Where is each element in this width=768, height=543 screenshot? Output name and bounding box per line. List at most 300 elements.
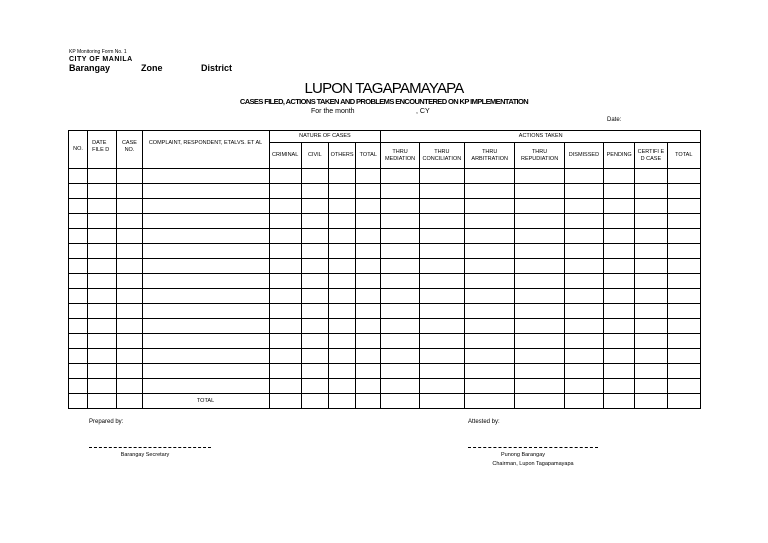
table-cell[interactable]: [142, 364, 269, 379]
table-cell[interactable]: [356, 229, 381, 244]
table-cell[interactable]: [328, 289, 355, 304]
table-cell[interactable]: [269, 169, 301, 184]
table-cell[interactable]: [328, 214, 355, 229]
header-no: NO.: [69, 131, 88, 169]
table-cell[interactable]: [465, 379, 515, 394]
table-cell[interactable]: [69, 214, 88, 229]
table-cell[interactable]: [142, 169, 269, 184]
table-cell[interactable]: [117, 304, 142, 319]
table-row: [69, 214, 701, 229]
prepared-by-label: Prepared by:: [89, 419, 124, 425]
table-cell[interactable]: [69, 259, 88, 274]
table-cell[interactable]: [419, 199, 464, 214]
table-cell[interactable]: [356, 259, 381, 274]
table-cell[interactable]: [419, 214, 464, 229]
table-cell[interactable]: [667, 289, 700, 304]
table-cell[interactable]: [667, 274, 700, 289]
table-cell[interactable]: [465, 274, 515, 289]
table-cell[interactable]: [381, 379, 419, 394]
table-cell[interactable]: [88, 364, 117, 379]
header-nature-of-cases: NATURE OF CASES: [269, 131, 381, 143]
table-cell[interactable]: [69, 244, 88, 259]
table-cell[interactable]: [88, 394, 117, 409]
table-row: [69, 334, 701, 349]
table-cell[interactable]: [328, 349, 355, 364]
table-cell[interactable]: [328, 184, 355, 199]
table-cell[interactable]: [564, 289, 603, 304]
table-cell[interactable]: [142, 349, 269, 364]
table-cell[interactable]: [465, 349, 515, 364]
table-cell[interactable]: [381, 304, 419, 319]
table-cell[interactable]: [515, 304, 564, 319]
table-row: [69, 244, 701, 259]
table-cell[interactable]: [564, 244, 603, 259]
table-cell[interactable]: [667, 319, 700, 334]
table-cell[interactable]: [117, 289, 142, 304]
table-cell[interactable]: [381, 184, 419, 199]
table-cell[interactable]: [381, 394, 419, 409]
attested-name: Punong Barangay: [500, 452, 546, 458]
table-cell[interactable]: [117, 229, 142, 244]
table-cell[interactable]: [328, 304, 355, 319]
table-cell[interactable]: [564, 184, 603, 199]
table-cell[interactable]: [69, 334, 88, 349]
table-cell[interactable]: [604, 259, 635, 274]
table-cell[interactable]: [515, 394, 564, 409]
table-cell[interactable]: [301, 304, 328, 319]
table-cell[interactable]: [356, 349, 381, 364]
table-cell[interactable]: [564, 229, 603, 244]
table-cell[interactable]: [604, 184, 635, 199]
table-cell[interactable]: [69, 289, 88, 304]
table-cell[interactable]: [356, 364, 381, 379]
table-cell[interactable]: [301, 394, 328, 409]
table-cell[interactable]: [269, 304, 301, 319]
header-criminal: CRIMINAL: [269, 143, 301, 169]
table-cell[interactable]: [142, 319, 269, 334]
table-cell[interactable]: [564, 259, 603, 274]
table-row: [69, 259, 701, 274]
table-cell[interactable]: [356, 274, 381, 289]
table-cell[interactable]: [328, 259, 355, 274]
table-cell[interactable]: [356, 304, 381, 319]
table-cell[interactable]: [69, 319, 88, 334]
table-cell[interactable]: [328, 229, 355, 244]
table-cell[interactable]: [301, 259, 328, 274]
table-row: [69, 229, 701, 244]
table-cell[interactable]: [635, 289, 667, 304]
table-cell[interactable]: [604, 334, 635, 349]
table-cell[interactable]: [88, 334, 117, 349]
table-cell[interactable]: [301, 184, 328, 199]
table-cell[interactable]: [604, 229, 635, 244]
table-cell[interactable]: [301, 229, 328, 244]
table-cell[interactable]: [269, 214, 301, 229]
table-cell[interactable]: [269, 244, 301, 259]
table-cell[interactable]: [142, 274, 269, 289]
table-cell[interactable]: [301, 244, 328, 259]
table-cell[interactable]: [117, 379, 142, 394]
table-cell[interactable]: [117, 364, 142, 379]
table-cell[interactable]: [88, 214, 117, 229]
table-cell[interactable]: [564, 364, 603, 379]
table-cell[interactable]: [142, 379, 269, 394]
table-cell[interactable]: [604, 349, 635, 364]
table-cell[interactable]: [117, 214, 142, 229]
table-cell[interactable]: [419, 259, 464, 274]
table-cell[interactable]: [604, 199, 635, 214]
table-cell[interactable]: [117, 169, 142, 184]
table-cell[interactable]: [117, 334, 142, 349]
city-label: CITY OF MANILA: [69, 56, 133, 63]
table-cell[interactable]: [515, 334, 564, 349]
table-cell[interactable]: [381, 214, 419, 229]
table-cell[interactable]: [356, 379, 381, 394]
table-cell[interactable]: [667, 259, 700, 274]
table-cell[interactable]: [69, 349, 88, 364]
table-cell[interactable]: [381, 259, 419, 274]
table-cell[interactable]: [269, 184, 301, 199]
table-cell[interactable]: [301, 334, 328, 349]
prepared-signature-line: [89, 447, 211, 448]
header-certified-case: CERTIFI E D CASE: [635, 143, 667, 169]
table-body: [69, 169, 701, 409]
table-cell[interactable]: [419, 169, 464, 184]
table-cell[interactable]: [564, 334, 603, 349]
table-cell[interactable]: [142, 244, 269, 259]
table-row: [69, 169, 701, 184]
table-cell[interactable]: [269, 379, 301, 394]
table-cell[interactable]: [269, 394, 301, 409]
table-cell[interactable]: [515, 214, 564, 229]
table-cell[interactable]: [88, 169, 117, 184]
table-cell[interactable]: [515, 364, 564, 379]
table-cell[interactable]: [419, 274, 464, 289]
table-cell[interactable]: [465, 289, 515, 304]
table-cell[interactable]: [515, 169, 564, 184]
table-cell[interactable]: [667, 214, 700, 229]
table-cell[interactable]: [356, 289, 381, 304]
table-cell[interactable]: [69, 229, 88, 244]
table-cell[interactable]: [419, 184, 464, 199]
header-others: OTHERS: [328, 143, 355, 169]
table-cell[interactable]: [328, 334, 355, 349]
table-cell[interactable]: [328, 379, 355, 394]
table-cell[interactable]: [142, 259, 269, 274]
table-cell[interactable]: [604, 214, 635, 229]
table-cell[interactable]: [564, 214, 603, 229]
table-cell[interactable]: [381, 244, 419, 259]
table-cell[interactable]: [88, 199, 117, 214]
table-cell[interactable]: [465, 304, 515, 319]
table-cell[interactable]: [69, 394, 88, 409]
table-cell[interactable]: [356, 184, 381, 199]
table-cell[interactable]: [604, 304, 635, 319]
table-cell[interactable]: [117, 244, 142, 259]
table-cell[interactable]: [564, 319, 603, 334]
table-cell[interactable]: [465, 244, 515, 259]
table-cell[interactable]: [515, 199, 564, 214]
table-cell[interactable]: [117, 184, 142, 199]
table-cell[interactable]: [419, 229, 464, 244]
table-cell[interactable]: [356, 244, 381, 259]
table-cell[interactable]: [381, 169, 419, 184]
table-cell[interactable]: [69, 274, 88, 289]
table-cell[interactable]: [381, 199, 419, 214]
table-cell[interactable]: [381, 229, 419, 244]
table-cell[interactable]: [604, 244, 635, 259]
table-row: [69, 274, 701, 289]
cases-table: [68, 130, 701, 409]
header-complaint: COMPLAINT, RESPONDENT, ETALVS. ET AL: [142, 131, 269, 169]
table-cell[interactable]: [69, 199, 88, 214]
table-cell[interactable]: [515, 184, 564, 199]
table-row: [69, 349, 701, 364]
table-cell[interactable]: [635, 364, 667, 379]
prepared-title: Barangay Secretary: [120, 452, 170, 458]
table-cell[interactable]: [269, 349, 301, 364]
header-case-no: CASE NO.: [117, 131, 142, 169]
header-thru-mediation: THRU MEDIATION: [381, 143, 419, 169]
table-cell[interactable]: [88, 259, 117, 274]
table-cell[interactable]: [356, 394, 381, 409]
table-cell[interactable]: [356, 214, 381, 229]
table-cell[interactable]: [667, 229, 700, 244]
table-cell[interactable]: [381, 364, 419, 379]
table-cell[interactable]: [515, 259, 564, 274]
table-cell[interactable]: [419, 379, 464, 394]
table-cell[interactable]: [465, 184, 515, 199]
table-cell[interactable]: [419, 244, 464, 259]
barangay-label: Barangay: [69, 63, 111, 73]
table-cell[interactable]: [88, 319, 117, 334]
table-cell[interactable]: [117, 319, 142, 334]
table-cell[interactable]: [465, 229, 515, 244]
table-cell[interactable]: [328, 199, 355, 214]
table-cell[interactable]: [564, 274, 603, 289]
table-cell[interactable]: [117, 394, 142, 409]
table-cell[interactable]: [301, 379, 328, 394]
table-cell[interactable]: [88, 229, 117, 244]
table-cell[interactable]: [117, 259, 142, 274]
table-cell[interactable]: [667, 199, 700, 214]
table-cell[interactable]: [301, 199, 328, 214]
table-cell[interactable]: [515, 349, 564, 364]
table-cell[interactable]: [667, 304, 700, 319]
table-cell[interactable]: [88, 379, 117, 394]
table-cell[interactable]: [635, 184, 667, 199]
table-cell[interactable]: [269, 319, 301, 334]
table-cell[interactable]: [419, 349, 464, 364]
district-label: District: [201, 63, 233, 73]
table-cell[interactable]: [635, 169, 667, 184]
table-cell[interactable]: [328, 274, 355, 289]
table-cell[interactable]: [88, 304, 117, 319]
table-cell[interactable]: [269, 364, 301, 379]
table-cell[interactable]: [328, 319, 355, 334]
table-cell[interactable]: [88, 349, 117, 364]
table-cell[interactable]: [667, 394, 700, 409]
table-cell[interactable]: [465, 319, 515, 334]
table-cell[interactable]: [301, 214, 328, 229]
zone-label: Zone: [141, 63, 163, 73]
table-cell[interactable]: [301, 274, 328, 289]
table-cell[interactable]: [604, 274, 635, 289]
header-thru-conciliation: THRU CONCILIATION: [419, 143, 464, 169]
table-cell[interactable]: [301, 169, 328, 184]
table-cell[interactable]: [69, 379, 88, 394]
table-cell[interactable]: [465, 169, 515, 184]
table-cell[interactable]: [465, 214, 515, 229]
table-cell[interactable]: [269, 274, 301, 289]
table-cell[interactable]: [117, 199, 142, 214]
table-cell[interactable]: [301, 319, 328, 334]
table-cell[interactable]: [328, 169, 355, 184]
table-cell[interactable]: [356, 334, 381, 349]
table-cell[interactable]: [381, 349, 419, 364]
table-cell[interactable]: [269, 289, 301, 304]
table-cell[interactable]: [117, 274, 142, 289]
table-cell[interactable]: [604, 169, 635, 184]
header-thru-arbitration: THRU ARBITRATION: [465, 143, 515, 169]
table-cell[interactable]: [667, 379, 700, 394]
table-cell[interactable]: [269, 229, 301, 244]
table-cell[interactable]: [465, 259, 515, 274]
table-cell[interactable]: [515, 319, 564, 334]
table-cell[interactable]: [635, 259, 667, 274]
total-row-label: TOTAL: [142, 394, 269, 409]
table-row: [69, 394, 701, 409]
table-cell[interactable]: [381, 274, 419, 289]
table-cell[interactable]: [142, 199, 269, 214]
table-cell[interactable]: [635, 334, 667, 349]
table-cell[interactable]: [667, 334, 700, 349]
table-cell[interactable]: [564, 304, 603, 319]
table-cell[interactable]: [604, 319, 635, 334]
table-cell[interactable]: [667, 184, 700, 199]
table-cell[interactable]: [635, 319, 667, 334]
table-cell[interactable]: [635, 274, 667, 289]
table-cell[interactable]: [635, 214, 667, 229]
table-cell[interactable]: [635, 229, 667, 244]
table-cell[interactable]: [328, 244, 355, 259]
table-cell[interactable]: [69, 304, 88, 319]
header-thru-repudiation: THRU REPUDIATION: [515, 143, 564, 169]
table-cell[interactable]: [419, 334, 464, 349]
table-cell[interactable]: [301, 349, 328, 364]
table-cell[interactable]: [419, 304, 464, 319]
header-nature-total: TOTAL: [356, 143, 381, 169]
table-cell[interactable]: [635, 394, 667, 409]
table-cell[interactable]: [356, 199, 381, 214]
table-cell[interactable]: [604, 364, 635, 379]
table-cell[interactable]: [381, 289, 419, 304]
table-cell[interactable]: [564, 169, 603, 184]
table-cell[interactable]: [564, 199, 603, 214]
table-cell[interactable]: [515, 229, 564, 244]
table-cell[interactable]: [465, 394, 515, 409]
table-cell[interactable]: [604, 289, 635, 304]
for-month-label: For the month: [311, 108, 355, 115]
table-row: [69, 364, 701, 379]
table-cell[interactable]: [301, 289, 328, 304]
table-cell[interactable]: [356, 319, 381, 334]
table-cell[interactable]: [88, 184, 117, 199]
attested-title: Chairman, Lupon Tagapamayapa: [492, 461, 574, 467]
table-row: [69, 289, 701, 304]
table-cell[interactable]: [328, 394, 355, 409]
table-cell[interactable]: [419, 394, 464, 409]
table-cell[interactable]: [515, 289, 564, 304]
table-cell[interactable]: [419, 319, 464, 334]
table-cell[interactable]: [419, 289, 464, 304]
table-cell[interactable]: [635, 199, 667, 214]
header-dismissed: DISMISSED: [564, 143, 603, 169]
table-cell[interactable]: [635, 244, 667, 259]
table-cell[interactable]: [269, 199, 301, 214]
table-cell[interactable]: [356, 169, 381, 184]
table-cell[interactable]: [564, 349, 603, 364]
header-date-filed: DATE FILE D: [88, 131, 117, 169]
table-cell[interactable]: [88, 244, 117, 259]
table-cell[interactable]: [142, 334, 269, 349]
table-cell[interactable]: [142, 304, 269, 319]
table-cell[interactable]: [328, 364, 355, 379]
table-cell[interactable]: [635, 379, 667, 394]
table-cell[interactable]: [465, 199, 515, 214]
table-cell[interactable]: [667, 349, 700, 364]
table-cell[interactable]: [381, 334, 419, 349]
table-cell[interactable]: [604, 379, 635, 394]
table-cell[interactable]: [301, 364, 328, 379]
table-cell[interactable]: [142, 229, 269, 244]
table-cell[interactable]: [635, 349, 667, 364]
table-cell[interactable]: [604, 394, 635, 409]
table-cell[interactable]: [515, 274, 564, 289]
table-row: [69, 184, 701, 199]
table-cell[interactable]: [269, 334, 301, 349]
table-cell[interactable]: [419, 364, 464, 379]
table-cell[interactable]: [117, 349, 142, 364]
table-cell[interactable]: [564, 379, 603, 394]
table-cell[interactable]: [515, 379, 564, 394]
table-cell[interactable]: [142, 184, 269, 199]
attested-by-label: Attested by:: [468, 419, 500, 425]
table-cell[interactable]: [142, 289, 269, 304]
attested-signature-line: [468, 447, 598, 448]
table-cell[interactable]: [88, 274, 117, 289]
table-cell[interactable]: [564, 394, 603, 409]
table-cell[interactable]: [381, 319, 419, 334]
table-cell[interactable]: [69, 364, 88, 379]
table-cell[interactable]: [69, 169, 88, 184]
table-cell[interactable]: [465, 364, 515, 379]
table-cell[interactable]: [142, 214, 269, 229]
table-cell[interactable]: [465, 334, 515, 349]
form-number: KP Monitoring Form No. 1: [69, 49, 127, 55]
table-cell[interactable]: [667, 364, 700, 379]
table-row: [69, 319, 701, 334]
header-civil: CIVIL: [301, 143, 328, 169]
table-cell[interactable]: [635, 304, 667, 319]
table-cell[interactable]: [269, 259, 301, 274]
table-row: [69, 379, 701, 394]
table-cell[interactable]: [69, 184, 88, 199]
table-cell[interactable]: [515, 244, 564, 259]
table-cell[interactable]: [667, 169, 700, 184]
table-cell[interactable]: [667, 244, 700, 259]
table-cell[interactable]: [88, 289, 117, 304]
